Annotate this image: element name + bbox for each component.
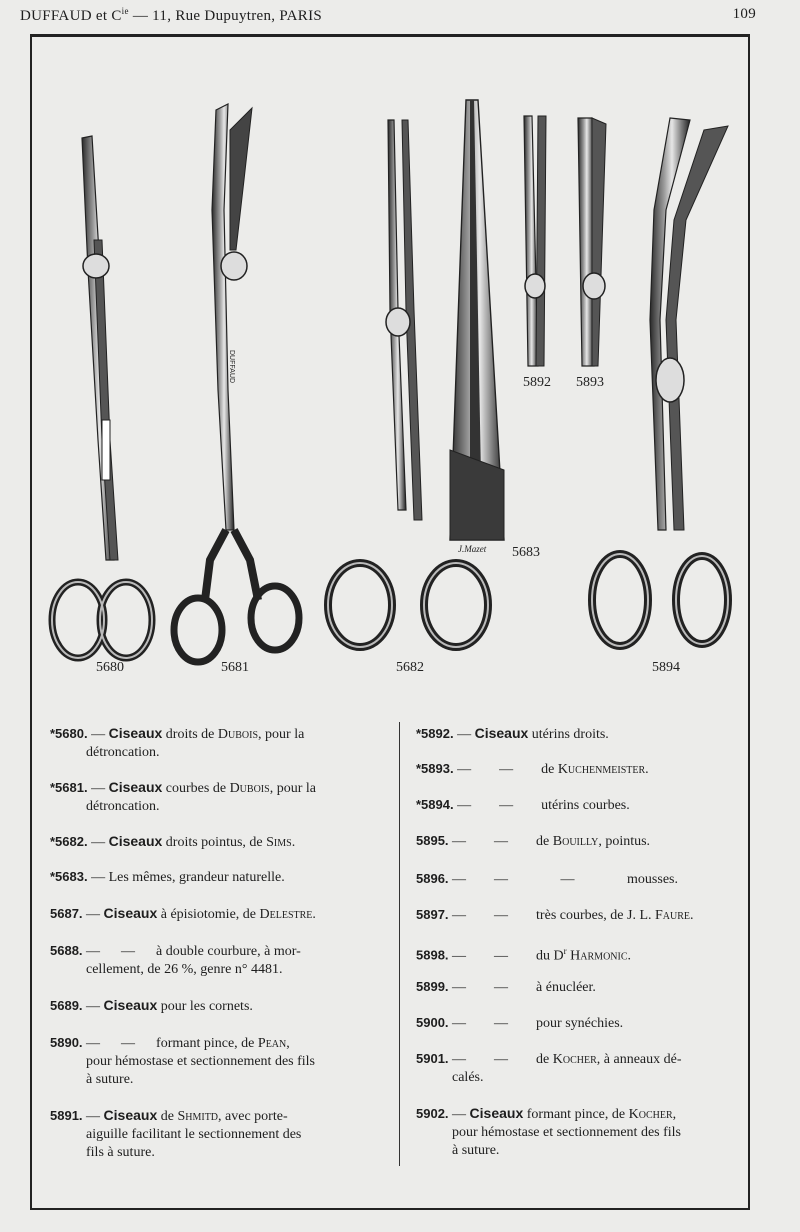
- entry-5688: [50, 942, 376, 979]
- entry-line3: à suture.: [452, 1143, 500, 1158]
- entry-ref: 5897.: [416, 907, 449, 922]
- entry-5894: [416, 796, 752, 815]
- entry-line2: pour hémostase et sectionnement des fils: [452, 1125, 681, 1140]
- entry-name: Sims: [266, 835, 292, 850]
- entry-sup: r: [563, 946, 567, 956]
- entry-sep: —: [87, 870, 109, 885]
- entry-5900: [416, 1014, 752, 1033]
- entry-5897: [416, 906, 752, 925]
- scissors-5683: [450, 100, 504, 554]
- entry-text: courbes de: [162, 781, 230, 796]
- entry-name: Pean: [257, 1036, 287, 1051]
- entry-sep: — —: [448, 948, 537, 964]
- entry-sep: —: [82, 1109, 104, 1124]
- entry-keyword: Ciseaux: [108, 779, 163, 795]
- entry-5896: [416, 870, 752, 889]
- entry-5687: [50, 904, 376, 924]
- entry-text: à double courbure, à mor-: [156, 944, 301, 959]
- entry-text: droits de: [162, 727, 218, 742]
- entry-text: du D: [536, 948, 564, 964]
- entry-ref: *5681.: [50, 780, 88, 795]
- entry-sep: — —: [448, 834, 537, 849]
- page-header: [20, 6, 760, 28]
- entry-keyword: Ciseaux: [469, 1105, 524, 1121]
- entry-ref: *5893.: [416, 761, 454, 776]
- entry-keyword: Ciseaux: [103, 997, 158, 1013]
- entry-5891: [50, 1106, 376, 1162]
- entry-sep: — —: [448, 1016, 537, 1031]
- entry-ref: 5891.: [50, 1108, 83, 1123]
- entry-tail: .: [690, 908, 694, 923]
- entry-5683: [50, 868, 376, 887]
- entry-text: de: [157, 1109, 178, 1124]
- entry-line2: calés.: [452, 1070, 484, 1085]
- entry-line2: aiguille facilitant le sectionnement des: [86, 1127, 302, 1142]
- entry-ref: *5683.: [50, 869, 88, 884]
- entry-5689: [50, 996, 376, 1016]
- entry-text: pour synéchies.: [536, 1016, 624, 1031]
- entry-text: utérins droits.: [528, 727, 609, 742]
- entry-tail: , pour la: [258, 727, 305, 742]
- entry-text: formant pince, de: [523, 1107, 629, 1122]
- entry-5895: [416, 832, 752, 851]
- entry-tail: ,: [672, 1107, 677, 1122]
- entry-name: Kuchenmeister: [557, 762, 646, 777]
- entry-sep: —: [82, 907, 104, 922]
- entry-ref: 5688.: [50, 943, 83, 958]
- entry-tail: .: [291, 835, 296, 850]
- entry-5680: [50, 724, 376, 762]
- scissors-5681: [174, 104, 299, 662]
- entry-sep: —: [448, 1107, 470, 1122]
- scissors-5893: [578, 118, 606, 366]
- entry-sep: —: [82, 999, 104, 1014]
- entry-sep: — — —: [448, 872, 628, 887]
- entry-text: mousses.: [627, 872, 678, 887]
- entry-5899: [416, 978, 752, 997]
- entry-ref: 5689.: [50, 998, 83, 1013]
- label-5680: 5680: [96, 660, 124, 675]
- label-5894: 5894: [652, 660, 680, 675]
- entry-text: utérins courbes.: [541, 798, 630, 813]
- entry-text: pour les cornets.: [157, 999, 253, 1014]
- entry-name: Dubois: [217, 727, 259, 742]
- label-5893: 5893: [576, 375, 604, 390]
- entry-name: Bouilly: [552, 834, 599, 849]
- entry-5898: [416, 942, 752, 966]
- entry-sep: — —: [448, 908, 537, 923]
- entry-ref: 5901.: [416, 1051, 449, 1066]
- header-publisher: [20, 6, 322, 25]
- entry-sep: — —: [82, 944, 157, 959]
- entry-name: Kocher: [628, 1107, 673, 1122]
- entry-tail: ,: [286, 1036, 290, 1051]
- entry-sep: —: [453, 727, 475, 742]
- entry-name: Dubois: [229, 781, 270, 796]
- column-divider: [399, 722, 400, 1166]
- entry-ref: 5902.: [416, 1106, 449, 1121]
- scissors-5894: [592, 118, 728, 646]
- entry-sep: — —: [448, 1052, 537, 1067]
- entry-ref: *5892.: [416, 726, 454, 741]
- label-5681: 5681: [221, 660, 249, 675]
- entry-line3: à suture.: [86, 1072, 134, 1087]
- entry-sep: —: [87, 835, 109, 850]
- entry-keyword: Ciseaux: [108, 833, 163, 849]
- entry-text: à énucléer.: [536, 980, 596, 995]
- entry-text: de: [536, 1052, 553, 1067]
- entry-sep: — —: [448, 980, 537, 995]
- publisher-address: — 11, Rue Dupuytren, PARIS: [128, 8, 323, 24]
- entry-tail: .: [312, 907, 316, 922]
- entry-keyword: Ciseaux: [108, 725, 163, 741]
- entry-tail: .: [627, 948, 632, 964]
- entry-tail: , pointus.: [598, 834, 651, 849]
- entry-keyword: Ciseaux: [103, 1107, 158, 1123]
- entry-sep: — —: [82, 1036, 157, 1051]
- entry-line2: cellement, de 26 %, genre n° 4481.: [86, 962, 283, 977]
- entry-tail: , à anneaux dé-: [596, 1052, 682, 1067]
- entry-text: de: [541, 762, 558, 777]
- entry-tail: , pour la: [269, 781, 316, 796]
- entry-5902: [416, 1104, 752, 1160]
- entry-5681: [50, 778, 376, 816]
- engraver-signature: J.Mazet: [458, 544, 487, 554]
- entry-text: formant pince, de: [156, 1036, 258, 1051]
- scissors-5680: [52, 136, 152, 658]
- entry-ref: 5900.: [416, 1015, 449, 1030]
- entry-5892: [416, 724, 752, 744]
- publisher-name: DUFFAUD et C: [20, 8, 122, 24]
- entry-line2: détroncation.: [86, 745, 160, 760]
- entry-line3: fils à suture.: [86, 1145, 155, 1160]
- entry-sep: — —: [453, 762, 542, 777]
- entry-line2: pour hémostase et sectionnement des fils: [86, 1054, 315, 1069]
- entry-5893: [416, 760, 752, 779]
- entry-text: de: [536, 834, 553, 849]
- entry-sep: —: [87, 781, 109, 796]
- entry-sep: — —: [453, 798, 542, 813]
- label-5683: 5683: [512, 545, 540, 560]
- entry-ref: *5682.: [50, 834, 88, 849]
- entry-line2: détroncation.: [86, 799, 160, 814]
- entry-text: très courbes, de J. L.: [536, 908, 656, 923]
- entry-ref: *5894.: [416, 797, 454, 812]
- entry-sep: —: [87, 727, 109, 742]
- entry-5901: [416, 1050, 752, 1087]
- entry-ref: *5680.: [50, 726, 88, 741]
- entry-text: Les mêmes, grandeur naturelle.: [108, 870, 285, 885]
- label-5892: 5892: [523, 375, 551, 390]
- entry-keyword: Ciseaux: [103, 905, 158, 921]
- instruments-figure: [30, 90, 750, 690]
- entry-name: Shmitd: [177, 1109, 219, 1124]
- stamp-5681: DUFFAUD: [228, 350, 235, 384]
- scissors-5892: [524, 116, 546, 366]
- entry-5682: [50, 832, 376, 852]
- entry-ref: 5895.: [416, 833, 449, 848]
- entry-5890: [50, 1034, 376, 1089]
- entry-name: Delestre: [259, 907, 313, 922]
- entry-name: Faure: [655, 908, 691, 923]
- entry-ref: 5898.: [416, 947, 449, 963]
- entry-keyword: Ciseaux: [474, 725, 529, 741]
- entry-ref: 5899.: [416, 979, 449, 994]
- entry-ref: 5896.: [416, 871, 449, 886]
- entry-name: Harmonic: [566, 948, 628, 964]
- entry-ref: 5687.: [50, 906, 83, 921]
- entry-name: Kocher: [552, 1052, 597, 1067]
- entry-text: droits pointus, de: [162, 835, 267, 850]
- entry-tail: .: [645, 762, 649, 777]
- entry-text: à épisiotomie, de: [157, 907, 260, 922]
- entry-tail: , avec porte-: [218, 1109, 288, 1124]
- scissors-illustration: [30, 90, 750, 690]
- page-number: 109: [732, 6, 756, 22]
- label-5682: 5682: [396, 660, 424, 675]
- publisher-sup: ie: [121, 6, 129, 16]
- entry-ref: 5890.: [50, 1035, 83, 1050]
